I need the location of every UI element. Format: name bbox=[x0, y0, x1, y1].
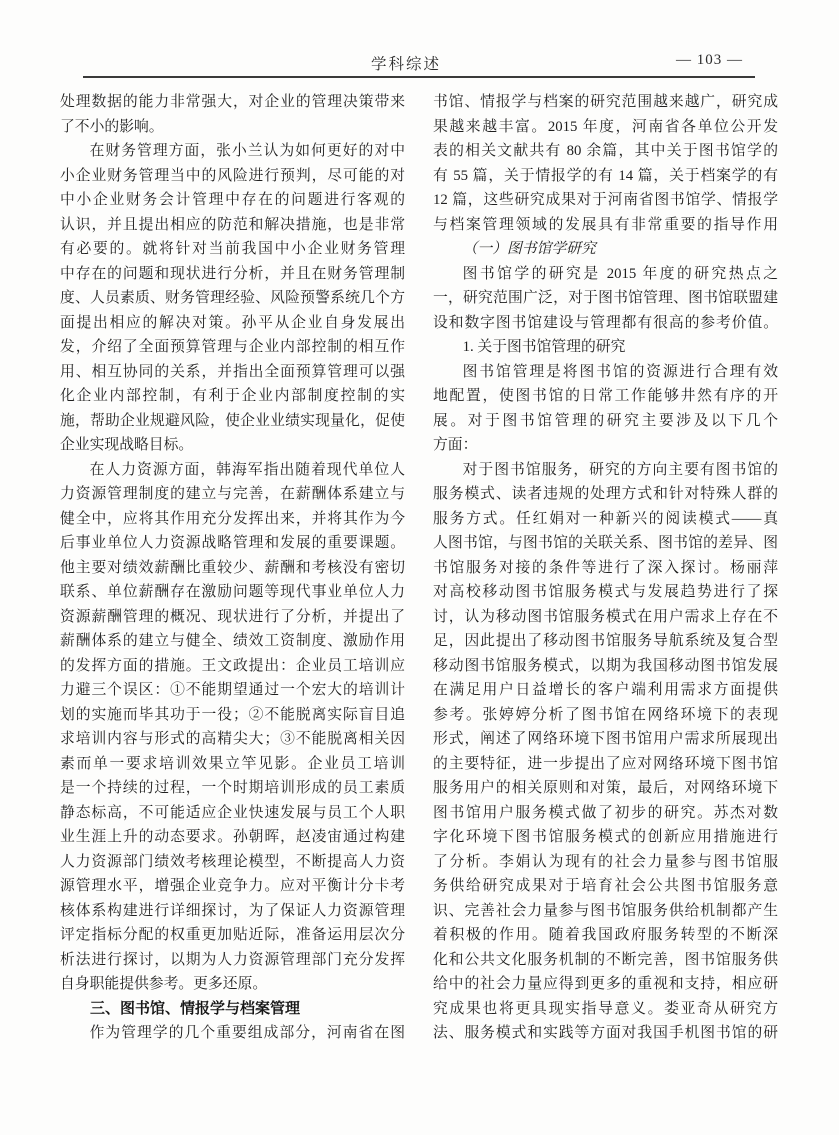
text-line: 化和公共文化服务机制的不断完善，图书馆服务供 bbox=[433, 951, 778, 968]
text-line: 面提出相应的解决对策。孙平从企业自身发展出 bbox=[60, 314, 405, 331]
text-line: 健全中，应将其作用充分发挥出来，并将其作为今 bbox=[60, 510, 405, 527]
text-line: 自身职能提供参考。更多还原。 bbox=[60, 976, 268, 992]
text-line: 发，介绍了全面预算管理与企业内部控制的相互作 bbox=[60, 339, 405, 355]
text-line: 源管理水平，增强企业竞争力。应对平衡计分卡考 bbox=[60, 878, 405, 894]
text-line: 一，研究范围广泛，对于图书馆管理、图书馆联盟建 bbox=[433, 290, 778, 306]
text-line: 业生涯上升的动态要求。孙朝晖，赵凌宙通过构建 bbox=[60, 829, 405, 845]
text-line: 评定指标分配的权重更加贴近际，准备运用层次分 bbox=[60, 927, 405, 943]
text-line: 静态标高，不可能适应企业快速发展与员工个人职 bbox=[60, 804, 405, 821]
text-line: 展。对于图书馆管理的研究主要涉及以下几个 bbox=[433, 412, 778, 429]
text-line: 了分析。李娟认为现有的社会力量参与图书馆服 bbox=[433, 853, 778, 870]
text-line: 服务用户的相关原则和对策，最后，对网络环境下 bbox=[433, 780, 778, 796]
text-line: 字化环境下图书馆服务模式的创新应用措施进行 bbox=[433, 829, 778, 845]
text-line: 的主要特征，进一步提出了应对网络环境下图书馆 bbox=[433, 755, 778, 772]
text-line: 与档案管理领域的发展具有非常重要的指导作用 bbox=[433, 216, 778, 233]
text-line: 在人力资源方面，韩海军指出随着现代单位人 bbox=[89, 461, 405, 478]
page-header-title: 学科综述 bbox=[370, 56, 441, 73]
text-line: 参考。张婷婷分析了图书馆在网络环境下的表现 bbox=[433, 706, 778, 723]
text-line: 他主要对绩效薪酬比重较少、薪酬和考核没有密切 bbox=[60, 559, 405, 576]
text-line: 人图书馆，与图书馆的关联关系、图书馆的差异、图 bbox=[433, 535, 778, 551]
text-line: 着积极的作用。随着我国政府服务转型的不断深 bbox=[433, 927, 778, 943]
text-line: 图书馆学的研究是 2015 年度的研究热点之 bbox=[462, 265, 778, 282]
text-line: 务供给研究成果对于培育社会公共图书馆服务意 bbox=[433, 878, 778, 894]
text-line: 作为管理学的几个重要组成部分，河南省在图 bbox=[89, 1025, 405, 1041]
text-line: 薪酬体系的建立与健全、绩效工资制度、激励作用 bbox=[60, 633, 405, 649]
text-line: 化企业内部控制，有利于企业内部制度控制的实 bbox=[60, 388, 405, 404]
text-line: 识、完善社会力量参与图书馆服务供给机制都产生 bbox=[433, 902, 778, 919]
text-line: 形式，阐述了网络环境下图书馆用户需求所展现出 bbox=[433, 731, 778, 747]
text-line: 地配置，使图书馆的日常工作能够井然有序的开 bbox=[433, 388, 778, 404]
text-line: 核体系构建进行详细探讨，为了保证人力资源管理 bbox=[60, 902, 405, 919]
text-line: 12 篇，这些研究成果对于河南省图书馆学、情报学 bbox=[433, 192, 778, 208]
page-body bbox=[60, 90, 778, 1046]
text-line: 法、服务模式和实践等方面对我国手机图书馆的研 bbox=[433, 1025, 778, 1041]
text-line: 小企业财务管理当中的风险进行预判，尽可能的对 bbox=[60, 167, 405, 184]
text-line: 企业实现战略目标。 bbox=[60, 437, 194, 453]
text-line: 中小企业财务会计管理中存在的问题进行客观的 bbox=[60, 192, 405, 208]
text-line: 果越来越丰富。2015 年度，河南省各单位公开发 bbox=[433, 118, 778, 135]
text-line: 划的实施而毕其功于一役；②不能脱离实际盲目追 bbox=[60, 706, 405, 723]
text-line: 处理数据的能力非常强大，对企业的管理决策带来 bbox=[60, 94, 405, 110]
subsection-heading: （一）图书馆学研究 bbox=[462, 241, 596, 257]
text-line: 在满足用户日益增长的客户端利用需求方面提供 bbox=[433, 682, 778, 698]
text-line: 书馆、情报学与档案的研究范围越来越广，研究成 bbox=[433, 94, 778, 110]
text-line: 设和数字图书馆建设与管理都有很高的参考价值。 bbox=[433, 314, 778, 331]
text-line: 在财务管理方面，张小兰认为如何更好的对中 bbox=[89, 143, 405, 159]
text-line: 认识，并且提出相应的防范和解决措施，也是非常 bbox=[60, 216, 405, 233]
text-line: 对于图书馆服务，研究的方向主要有图书馆的 bbox=[462, 461, 778, 478]
text-line: 足，因此提出了移动图书馆服务导航系统及复合型 bbox=[433, 633, 778, 649]
text-line: 服务方式。任红娟对一种新兴的阅读模式——真 bbox=[433, 510, 778, 527]
text-line: 人力资源部门绩效考核理论模型，不断提高人力资 bbox=[60, 853, 405, 870]
text-line: 中存在的问题和现状进行分析，并且在财务管理制 bbox=[60, 265, 405, 282]
section-heading: 三、图书馆、情报学与档案管理 bbox=[90, 999, 301, 1017]
text-line: 给中的社会力量应得到更多的重视和支持，相应研 bbox=[433, 976, 778, 992]
text-line: 究成果也将更具现实指导意义。娄亚奇从研究方 bbox=[433, 1000, 778, 1017]
text-line: 求培训内容与形式的高精尖大；③不能脱离相关因 bbox=[60, 731, 405, 747]
header-divider bbox=[83, 76, 755, 78]
text-line: 讨，认为移动图书馆服务模式在用户需求上存在不 bbox=[433, 608, 778, 625]
text-line: 用、相互协同的关系，并指出全面预算管理可以强 bbox=[60, 363, 405, 380]
text-line: 表的相关文献共有 80 余篇，其中关于图书馆学的 bbox=[433, 143, 778, 159]
text-line: 施，帮助企业规避风险，使企业业绩实现量化，促使 bbox=[60, 412, 405, 429]
text-line: 服务模式、读者违规的处理方式和针对特殊人群的 bbox=[433, 486, 778, 502]
text-line: 的发挥方面的措施。王文政提出：企业员工培训应 bbox=[60, 657, 405, 674]
text-line: 析法进行探讨，以期为人力资源管理部门充分发挥 bbox=[60, 951, 405, 968]
text-line: 有 55 篇，关于情报学的有 14 篇，关于档案学的有 bbox=[433, 167, 778, 184]
text-line: 方面： bbox=[433, 437, 478, 453]
text-line: 素而单一要求培训效果立竿见影。企业员工培训 bbox=[60, 755, 405, 772]
text-line: 资源薪酬管理的概况、现状进行了分析，并提出了 bbox=[60, 608, 405, 625]
text-line: 是一个持续的过程，一个时期培训形成的员工素质 bbox=[60, 780, 405, 796]
text-line: 图书馆用户服务模式做了初步的研究。苏杰对数 bbox=[433, 804, 778, 821]
left-column bbox=[60, 90, 405, 1046]
text-line: 联系、单位薪酬存在激励问题等现代事业单位人力 bbox=[60, 584, 405, 600]
numbered-heading: 1. 关于图书馆管理的研究 bbox=[462, 339, 626, 355]
text-line: 移动图书馆服务模式，以期为我国移动图书馆发展 bbox=[433, 657, 778, 674]
text-line: 对高校移动图书馆服务模式与发展趋势进行了探 bbox=[433, 584, 778, 600]
page-number: — 103 — bbox=[676, 52, 743, 68]
text-line: 力避三个误区：①不能期望通过一个宏大的培训计 bbox=[60, 682, 405, 698]
right-column bbox=[433, 90, 778, 1046]
text-line: 度、人员素质、财务管理经验、风险预警系统几个方 bbox=[60, 290, 405, 306]
text-line: 图书馆管理是将图书馆的资源进行合理有效 bbox=[462, 363, 778, 380]
text-line: 力资源管理制度的建立与完善，在薪酬体系建立与 bbox=[60, 486, 405, 502]
text-line: 有必要的。就将针对当前我国中小企业财务管理 bbox=[60, 241, 405, 257]
text-line: 后事业单位人力资源战略管理和发展的重要课题。 bbox=[60, 535, 405, 551]
text-line: 了不小的影响。 bbox=[60, 118, 164, 135]
text-line: 书馆服务对接的条件等进行了深入探讨。杨丽萍 bbox=[433, 559, 778, 576]
